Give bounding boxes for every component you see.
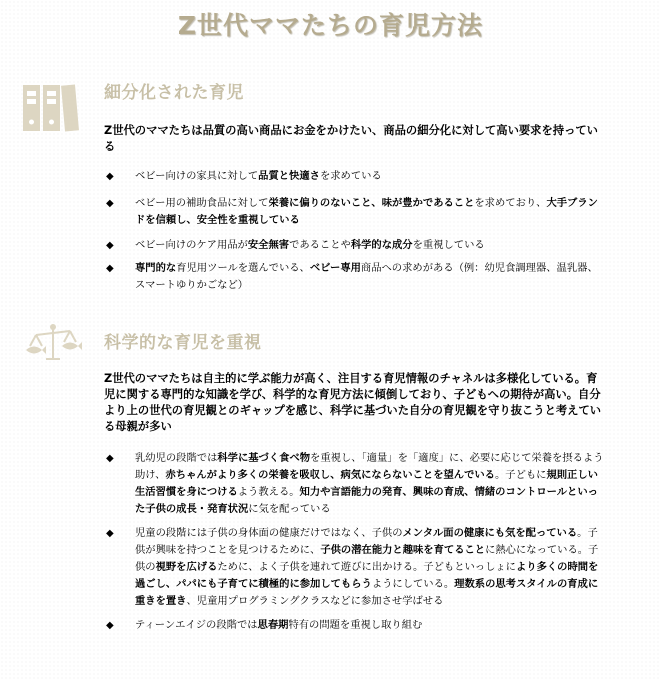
- text-run: を求めている: [319, 170, 382, 182]
- section-lead-segmented: Z世代のママたちは品質の高い商品にお金をかけたい、商品の細分化に対して高い要求を持っている: [104, 124, 598, 153]
- bullet-item: [0, 168, 605, 185]
- text-run: 特有の問題を重視し取り組む: [288, 619, 423, 631]
- scale-with-fish-icon: [22, 322, 84, 368]
- bold-run: 子供の潜在能力と趣味を育てること: [320, 544, 486, 556]
- bold-run: 視野を広げる: [155, 561, 218, 573]
- bold-run: 規則正しい生活習慣を身につける: [135, 469, 598, 498]
- bold-run: 理数系の思考スタイルの育成に重きを置き: [135, 578, 599, 607]
- text-run: ようにしている。: [371, 578, 455, 590]
- text-run: に気を配っている: [248, 503, 331, 515]
- text-run: 、児童用プログラミングクラスなどに参加させ学ばせる: [186, 595, 444, 607]
- text-run: を求めており、: [474, 197, 547, 209]
- bullet-text: [135, 525, 605, 610]
- text-run: を重視している: [412, 239, 485, 251]
- section-lead-scientific: Z世代のママたちは自主的に学ぶ能力が高く、注目する育児情報のチャネルは多様化している。育児に関する専門的な知識を学び、科学的な育児方法に傾倒しており、子どもへの期待が高い。自分より上の世代の育児観とのギャップを感じ、科学に基づいた自分の育児観を守り抜こうと考えている母親が多い: [104, 372, 602, 433]
- text-run: 。子供が興味を持つことを見つけるために、: [135, 527, 598, 556]
- bullet-diamond: ◆: [106, 453, 114, 464]
- bold-run: 赤ちゃんがより多くの栄養を吸収し、病気にならないことを望んでいる: [165, 469, 495, 481]
- bullet-diamond: ◆: [106, 171, 114, 182]
- bold-run: 科学に基づく食べ物: [217, 452, 311, 464]
- bold-run: ベビー専用: [309, 262, 361, 274]
- section-title-scientific: 科学的な育児を重視: [104, 333, 262, 353]
- bullet-text: [135, 237, 605, 254]
- bullet-diamond: ◆: [106, 198, 114, 209]
- text-run: ベビー向けのケア用品が: [135, 239, 248, 251]
- text-run: 。子どもに: [494, 469, 547, 481]
- text-run: 育児用ツールを選んでいる、: [176, 262, 310, 274]
- bullet-list-scientific: [0, 444, 605, 634]
- page-title: Z世代ママたちの育児方法: [177, 11, 484, 40]
- bullet-list-segmented: [0, 162, 605, 294]
- bold-run: メンタル面の健康にも気を配っている: [402, 527, 578, 539]
- bold-run: 大手ブランドを信頼し、安全性を重視している: [135, 197, 598, 226]
- bold-run: 科学的な成分: [350, 239, 413, 251]
- bullet-diamond: ◆: [106, 528, 114, 539]
- bullet-text: [135, 260, 605, 294]
- bullet-diamond: ◆: [106, 263, 114, 274]
- text-run: ために、よく子供を連れて遊びに出かける。子どもといっしょに: [217, 561, 516, 573]
- section-title-segmented: 細分化された育児: [104, 83, 244, 103]
- bullet-text: [135, 617, 605, 634]
- bullet-item: [0, 195, 605, 229]
- text-run: ベビー用の補助食品に対して: [135, 197, 269, 209]
- text-run: 乳幼児の段階では: [135, 452, 218, 464]
- bullet-item: [0, 617, 605, 634]
- bold-run: より多くの時間を過ごし、パパにも子育てに積極的に参加してもらう: [135, 561, 599, 590]
- text-run: 児童の段階には子供の身体面の健康だけではなく、子供の: [135, 527, 403, 539]
- text-run: ベビー向けの家具に対して: [135, 170, 259, 182]
- bold-run: 品質と快適さ: [258, 170, 320, 182]
- bullet-text: [135, 450, 605, 518]
- text-run: であることや: [289, 239, 351, 251]
- bullet-item: [0, 237, 605, 254]
- bullet-item: [0, 525, 605, 610]
- text-run: を重視し、「適量」を「適度」に、必要に応じて栄養を摂るよう助け、: [135, 452, 604, 481]
- bullet-item: [0, 260, 605, 294]
- text-run: ティーンエイジの段階では: [135, 619, 258, 631]
- bullet-text: [135, 195, 605, 229]
- text-run: 商品への求めがある（例：幼児食調理器、温乳器、スマートゆりかごなど）: [135, 262, 598, 291]
- bullet-item: [0, 450, 605, 518]
- bullet-text: [135, 168, 605, 185]
- bullet-diamond: ◆: [106, 620, 114, 631]
- bold-run: 栄養に偏りのないこと、味が豊かであること: [268, 197, 475, 209]
- bold-run: 専門的な: [135, 262, 177, 274]
- binders-icon: [22, 84, 80, 136]
- bullet-diamond: ◆: [106, 240, 114, 251]
- bold-run: 知力や言語能力の発育、興味の育成、情緒のコントロールといった子供の成長・発育状況: [135, 486, 598, 515]
- text-run: に熱心になっている。子供の: [135, 544, 599, 573]
- text-run: よう教える。: [237, 486, 300, 498]
- bold-run: 思春期: [257, 619, 289, 631]
- bold-run: 安全無害: [247, 239, 290, 251]
